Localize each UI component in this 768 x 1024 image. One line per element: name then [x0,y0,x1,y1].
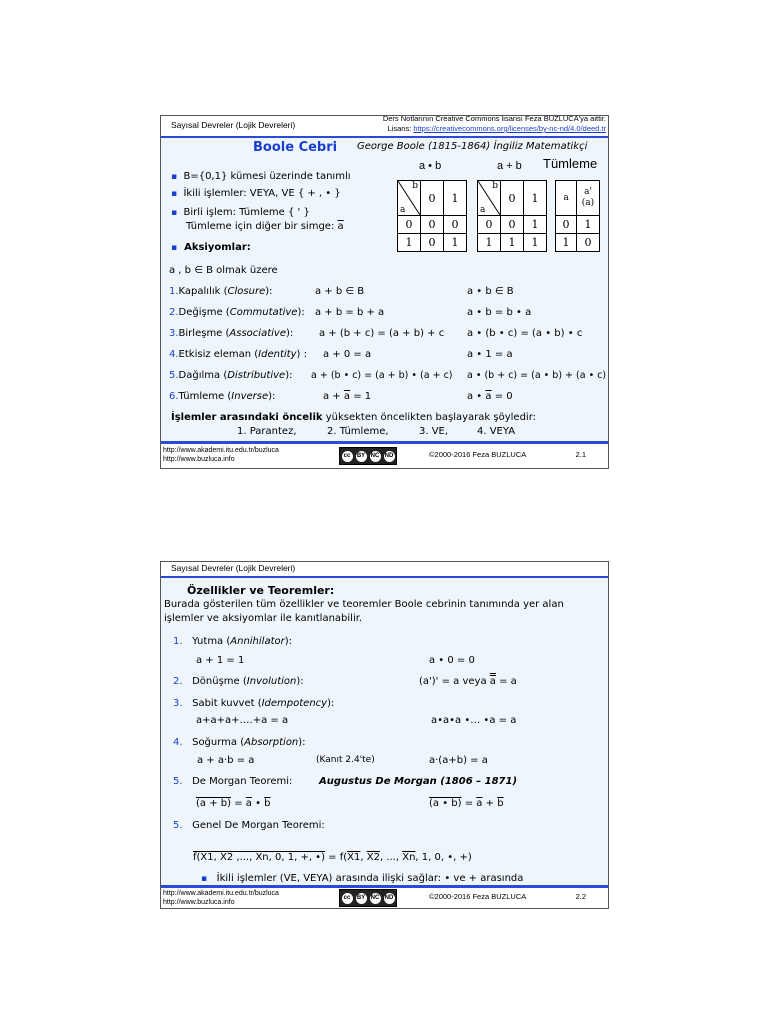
axioms-label: Aksiyomlar: [184,242,251,253]
expr-part: $\overline{b}$ [264,798,271,809]
expr-part: $\overline{Xn}$ [402,852,416,863]
theorem-4 [173,737,306,748]
cell: 1 [577,216,600,234]
expr-part: (a • b) [429,798,462,809]
expr-part: f( [339,852,348,863]
axiom-num: 1. [169,286,179,297]
expr-part: = [324,852,340,863]
precedence-item: 4. VEYA [477,426,516,437]
not-header: Tümleme [543,156,598,171]
cc-license-badge[interactable] [339,447,397,465]
precedence-item: 3. VE, [419,426,449,437]
expr-part: X2 [366,852,380,863]
footer-url[interactable]: http://www.akademi.itu.edu.tr/buzluca [163,890,279,897]
bullet-text: İkili işlemler: VEYA, VE { + , • } [183,188,341,199]
bullet-1 [171,171,351,182]
axiom-num: 3. [169,328,179,339]
de-morgan-or [196,798,271,809]
col-header [577,181,600,216]
general-de-morgan [193,852,472,863]
col-header: a [556,181,577,216]
bullet-text: B={0,1} kümesi üzerinde tanımlı [183,171,351,182]
axiom-name-en: Closure [227,286,266,297]
axiom-1-right: a • b ∈ B [467,286,514,297]
corner-a: a [480,205,486,215]
bullet-icon: ▪ [201,874,208,884]
bullet-text: Birli işlem: Tümleme { ' } [183,207,310,218]
cc-icon: cc [342,893,353,904]
axiom-name: Dağılma ( [178,370,228,381]
expr-part: = 1 [350,391,372,402]
expr-part: a + [323,391,344,402]
de-morgan-author: Augustus De Morgan (1806 – 1871) [319,776,518,787]
axiom-6-left [323,391,371,402]
item-num: 2. [173,676,183,687]
license-note [383,115,606,134]
item-name: De Morgan Teoremi: [192,776,293,787]
theorem-3-right: a•a•a •… •a = a [431,715,517,726]
theorem-5 [173,776,292,787]
intro-line-1: Burada gösterilen tüm özellikler ve teoremler Boole cebrinin tanımında yer alan [164,599,564,610]
de-morgan-and [429,798,504,809]
expr-part: + [482,798,498,809]
axiom-name-en: Inverse [231,391,269,402]
theorem-4-note: (Kanıt 2.4'te) [316,755,375,765]
slide-footer [161,885,608,908]
axiom-name-end: ): [268,391,276,402]
theorem-1 [173,636,292,647]
axiom-5 [169,370,292,381]
intro-text: a , b ∈ B olmak üzere [169,265,278,276]
cell: 1 [524,216,547,234]
item-name-end: ): [327,698,335,709]
duality-note [201,873,523,884]
theorem-2 [173,676,304,687]
axiom-name-en: Identity [258,349,297,360]
axiom-5-left: a + (b • c) = (a + b) • (a + c) [311,370,453,381]
theorem-4-left: a + a·b = a [197,755,255,766]
nc-icon: NC [370,893,381,904]
cell: 1 [444,234,467,252]
item-num: 5. [173,820,183,831]
precedence-item: 2. Tümleme, [327,426,389,437]
axiom-name-end: ) : [296,349,307,360]
page-number: 2.1 [575,450,586,459]
cell: 1 [524,234,547,252]
axiom-name-en: Distributive [227,370,286,381]
axiom-2-right: a • b = b • a [467,307,532,318]
nc-icon: NC [370,451,381,462]
axiom-name: Birleşme ( [178,328,230,339]
axiom-2-left: a + b = b + a [315,307,385,318]
item-num: 4. [173,737,183,748]
item-name-en: Idempotency [261,698,328,709]
expr-part: , 1, 0, •, +) [415,852,472,863]
item-name-end: ): [296,676,304,687]
axiom-2 [169,307,305,318]
axiom-3-left: a + (b + c) = (a + b) + c [319,328,445,339]
double-bar-a: a [489,676,496,687]
theorem-3-left: a+a+a+….+a = a [196,715,289,726]
item-name-end: ): [298,737,306,748]
expr-part: X1 [347,852,361,863]
not-truth-table [555,180,600,252]
item-num: 1. [173,636,183,647]
and-truth-table [397,180,467,252]
footer-url[interactable]: http://www.buzluca.info [163,456,235,463]
duality-text: İkili işlemler (VE, VEYA) arasında ilişki sağlar: • ve + arasında [216,873,524,884]
license-line: Ders Notlarının Creative Commons lisansı Feza BUZLUCA'ya aittir. [382,115,606,123]
axiom-name-end: ): [285,370,293,381]
expr-part: a • [467,391,486,402]
bullet-2 [171,188,341,199]
by-icon: BY [356,893,367,904]
axiom-4-left: a + 0 = a [323,349,372,360]
cell: 0 [421,216,444,234]
axiom-name: Değişme ( [178,307,230,318]
cell: 1 [398,234,421,252]
axiom-3-right: a • (b • c) = (a • b) • c [467,328,583,339]
corner-a: a [400,205,406,215]
axiom-1-left: a + b ∈ B [315,286,365,297]
theorem-4-right: a·(a+b) = a [429,755,488,766]
table-corner [398,181,421,216]
axiom-6-right [467,391,513,402]
axiom-5-right: a • (b + c) = (a • b) + (a • c) [467,370,607,381]
precedence-rest: yüksekten öncelikten başlayarak şöyledir: [322,412,536,423]
axiom-num: 2. [169,307,179,318]
expr-part: = [231,798,246,809]
axiom-name-en: Commutative [229,307,298,318]
cell: 0 [398,216,421,234]
expr-part: $\overline{b}$ [497,798,504,809]
bullet-3 [171,207,310,218]
item-num: 5. [173,776,183,787]
or-truth-table [477,180,547,252]
slide-footer [161,441,608,468]
copyright: ©2000-2016 Feza BUZLUCA [429,892,527,901]
axiom-3 [169,328,293,339]
item-name: Genel De Morgan Teoremi: [192,820,325,831]
cc-icon: cc [342,451,353,462]
col-header: 1 [524,181,547,216]
precedence-bold: İşlemler arasındaki öncelik [171,412,323,423]
item-name: Soğurma ( [192,737,245,748]
axiom-4 [169,349,307,360]
slide-title: Özellikler ve Teoremler: [187,584,335,597]
cell: 0 [421,234,444,252]
slide-boole-algebra [160,115,609,469]
axiom-name: Kapalılık ( [178,286,228,297]
bullet-icon: ▪ [171,172,178,182]
item-name-en: Absorption [244,737,299,748]
abar: $\overline{a}$ [343,391,351,402]
bullet-extra-text: Tümleme için diğer bir simge: [186,221,338,232]
col-abar: (a) [581,198,595,208]
item-name: Yutma ( [192,636,231,647]
slide-title: Boole Cebri [253,140,338,155]
axiom-1 [169,286,273,297]
cell: 0 [556,216,577,234]
cell: 1 [556,234,577,252]
theorem-1-right: a • 0 = 0 [429,655,475,666]
theorem-1-left: a + 1 = 1 [196,655,245,666]
footer-url[interactable]: http://www.buzluca.info [163,899,235,906]
or-header: a + b [497,160,522,172]
slide-header [161,562,608,577]
axiom-num: 6. [169,391,179,402]
item-name: Dönüşme ( [192,676,247,687]
slide-header [161,116,608,137]
course-title: Sayısal Devreler (Lojik Devreleri) [171,563,296,573]
cell: 0 [577,234,600,252]
course-title: Sayısal Devreler (Lojik Devreleri) [171,120,296,130]
expr-part: $\overline{a}$ [476,798,483,809]
expr-part: , [360,852,367,863]
by-icon: BY [356,451,367,462]
cell: 0 [478,216,501,234]
axiom-name-end: ): [265,286,273,297]
axiom-name: Etkisiz eleman ( [178,349,259,360]
theorem-3 [173,698,334,709]
footer-url[interactable]: http://www.akademi.itu.edu.tr/buzluca [163,447,279,454]
corner-b: b [492,181,498,191]
abar-symbol: $\overline{a}$ [337,221,344,232]
col-header: 0 [421,181,444,216]
bullet-icon: ▪ [171,189,178,199]
nd-icon: ND [384,451,395,462]
col-header: 0 [501,181,524,216]
theorem-general [173,820,325,831]
cc-license-badge[interactable] [339,889,397,907]
item-name-end: ): [284,636,293,647]
expr-part: = [461,798,477,809]
item-name-en: Involution [246,676,297,687]
expr-part: f(X1, X2 ,..., Xn, 0, 1, +, •) [193,852,325,863]
bullet-icon: ▪ [171,243,178,253]
slide-properties-theorems [160,561,609,909]
cell: 1 [478,234,501,252]
axiom-name-end: ): [297,307,305,318]
header-rule [161,136,608,138]
col-ap: a' [584,187,592,197]
abar: $\overline{a}$ [485,391,492,402]
axiom-6 [169,391,275,402]
axiom-num: 5. [169,370,179,381]
item-name: Sabit kuvvet ( [192,698,262,709]
bullet-icon: ▪ [171,208,178,218]
expr-part: • [251,798,265,809]
cell: 1 [501,234,524,252]
expr-part: (a')' = a veya [419,676,490,687]
theorem-2-right [419,676,517,687]
license-label: Lisans: [387,124,414,133]
footer-urls [163,446,279,464]
axioms-heading [171,242,251,253]
slide-subtitle: George Boole (1815-1864) İngiliz Matematikçi [357,141,588,152]
header-rule [161,576,608,578]
axiom-num: 4. [169,349,179,360]
item-name-en: Annihilator [230,636,285,647]
nd-icon: ND [384,893,395,904]
precedence-item: 1. Parantez, [237,426,297,437]
page-number: 2.2 [575,892,586,901]
col-header: 1 [444,181,467,216]
precedence-text [171,412,536,423]
axiom-name-end: ): [285,328,294,339]
axiom-4-right: a • 1 = a [467,349,513,360]
license-link[interactable]: https://creativecommons.org/licenses/by-nc-nd/4.0/deed.tr [413,124,606,133]
axiom-name-en: Associative [229,328,286,339]
intro-line-2: işlemler ve aksiyomlar ile kanıtlanabilir. [164,613,363,624]
corner-b: b [412,181,418,191]
cell: 0 [501,216,524,234]
item-num: 3. [173,698,183,709]
copyright: ©2000-2016 Feza BUZLUCA [429,450,527,459]
footer-urls [163,889,279,907]
expr-part: = a [495,676,517,687]
expr-part: = 0 [491,391,513,402]
expr-part: $\overline{a}$ [245,798,252,809]
expr-part: , ..., [379,852,403,863]
expr-part: (a + b) [196,798,232,809]
table-corner [478,181,501,216]
axiom-name: Tümleme ( [178,391,232,402]
bullet-3-extra [186,221,344,232]
cell: 0 [444,216,467,234]
and-header: a • b [419,160,442,172]
